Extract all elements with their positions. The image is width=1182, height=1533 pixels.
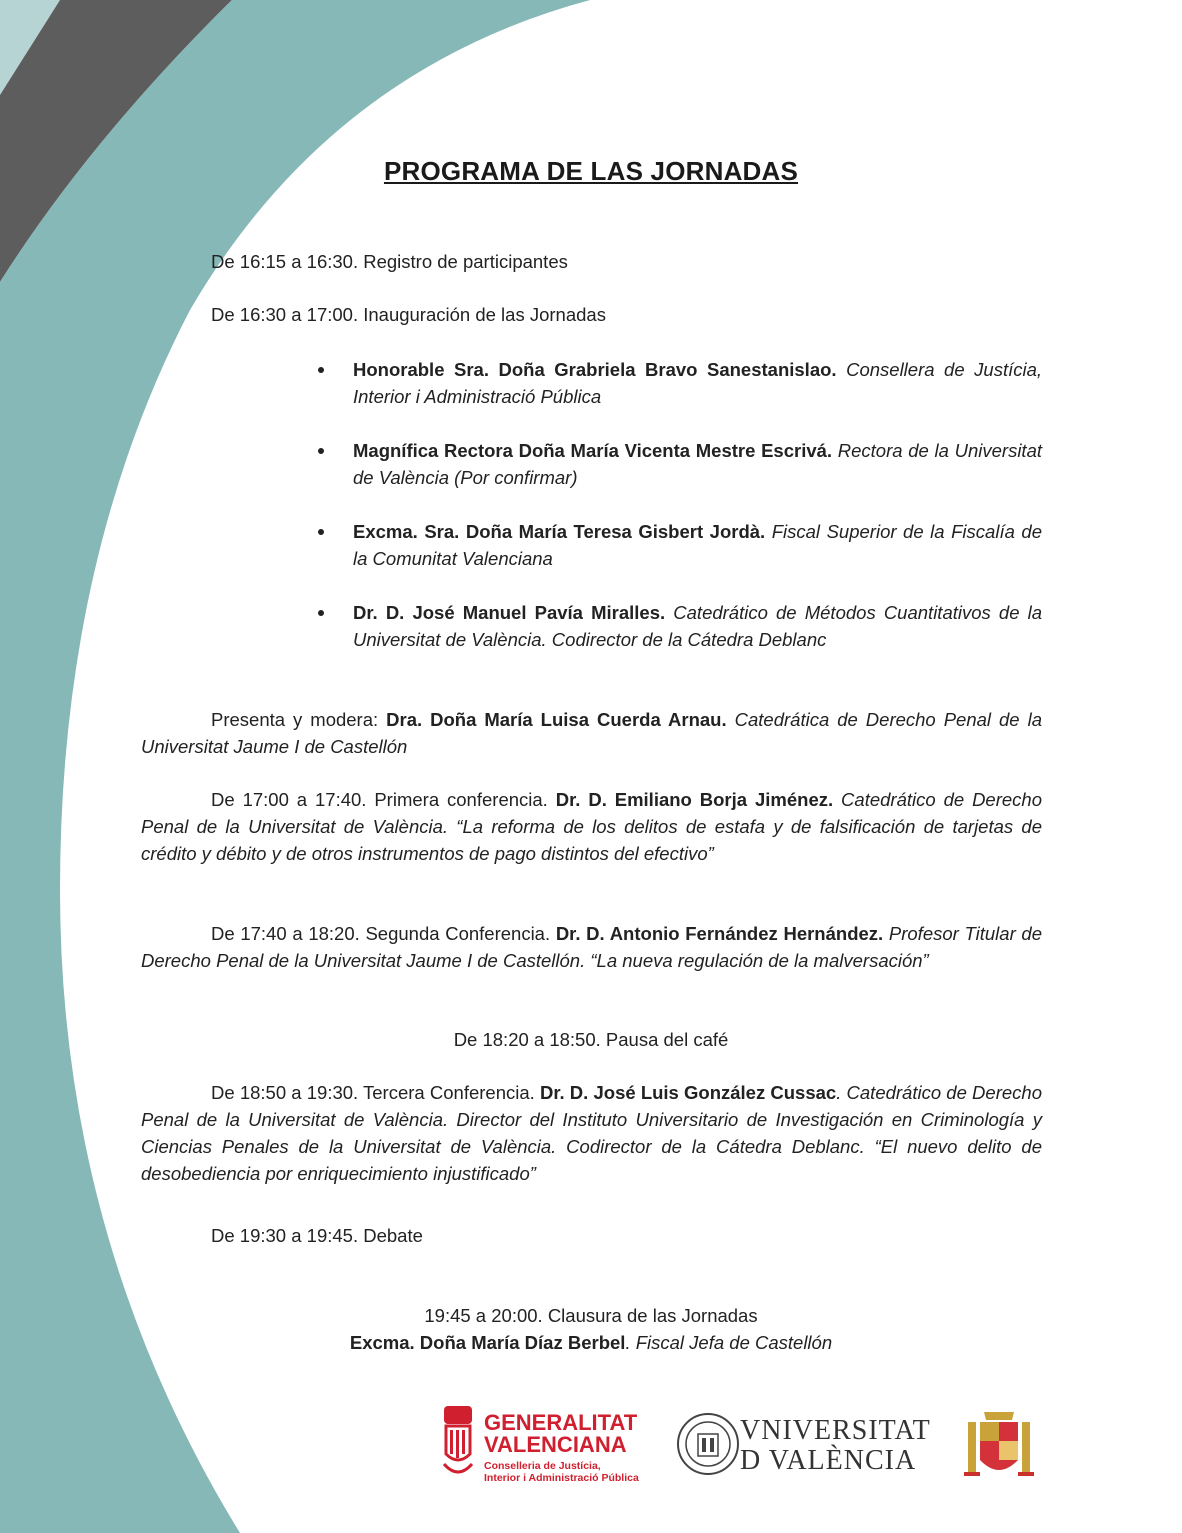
speaker-name: Magnífica Rectora Doña María Vicenta Mestre Escrivá. [353, 440, 833, 461]
spain-coat-of-arms-icon [962, 1408, 1036, 1484]
closing-time: 19:45 a 20:00. Clausura de las Jornadas [424, 1305, 758, 1326]
conference-3 [141, 1079, 1042, 1187]
gv-sub-2: Interior i Administració Pública [484, 1472, 639, 1484]
university-logo-text [740, 1416, 931, 1476]
conference-1 [141, 786, 1042, 867]
generalitat-logo-text [484, 1412, 637, 1456]
closing-name: Excma. Doña María Díaz Berbel [349, 1332, 626, 1353]
moderator-name: Dra. Doña María Luisa Cuerda Arnau. [386, 709, 727, 730]
conf2-time: De 17:40 a 18:20. Segunda Conferencia. [211, 923, 556, 944]
closing-speaker [0, 1329, 1182, 1356]
moderator-role: Catedrática de Derecho Penal de la Universitat Jaume I de Castellón [141, 709, 1042, 757]
moderator-prefix: Presenta y modera: [211, 709, 387, 730]
schedule-inauguracion: De 16:30 a 17:00. Inauguración de las Jornadas [211, 304, 606, 325]
conference-2 [141, 920, 1042, 974]
speaker-item [314, 356, 1042, 410]
schedule-registro: De 16:15 a 16:30. Registro de participantes [211, 251, 568, 272]
conf1-role: Catedrático de Derecho Penal de la Universitat de València. “La reforma de los delitos de estafa y de falsificación de tarjetas de crédito y débito y de otros instrumentos de pago distintos del efectivo” [141, 789, 1042, 864]
uv-line-2: D VALÈNCIA [740, 1445, 917, 1476]
page-title: PROGRAMA DE LAS JORNADAS [383, 156, 799, 186]
speaker-role: Rectora de la Universitat de València (Por confirmar) [353, 440, 1042, 488]
moderator-paragraph [141, 706, 1042, 760]
speaker-role: Fiscal Superior de la Fiscalía de la Comunitat Valenciana [353, 521, 1042, 569]
speaker-name: Honorable Sra. Doña Grabriela Bravo Sanestanislao. [353, 359, 837, 380]
conf2-role: Profesor Titular de Derecho Penal de la Universitat Jaume I de Castellón. “La nueva regulación de la malversación” [141, 923, 1043, 971]
conf3-time: De 18:50 a 19:30. Tercera Conferencia. [211, 1082, 540, 1103]
conf1-time: De 17:00 a 17:40. Primera conferencia. [211, 789, 556, 810]
gv-sub-1: Conselleria de Justícia, [484, 1460, 601, 1472]
speaker-name: Dr. D. José Manuel Pavía Miralles. [353, 602, 666, 623]
speaker-name: Excma. Sra. Doña María Teresa Gisbert Jordà. [353, 521, 766, 542]
gv-line-1: GENERALITAT [484, 1410, 638, 1435]
closing-role: . Fiscal Jefa de Castellón [625, 1332, 833, 1353]
speaker-item [314, 518, 1042, 572]
speaker-item [314, 599, 1042, 653]
conf2-speaker: Dr. D. Antonio Fernández Hernández. [555, 923, 884, 944]
coffee-break: De 18:20 a 18:50. Pausa del café [453, 1029, 729, 1050]
gv-line-2: VALENCIANA [484, 1432, 627, 1457]
uv-line-1: VNIVERSITAT [740, 1415, 931, 1446]
generalitat-logo-subtext [484, 1460, 639, 1484]
conf1-speaker: Dr. D. Emiliano Borja Jiménez. [555, 789, 834, 810]
speaker-role: Consellera de Justícia, Interior i Administració Pública [353, 359, 1043, 407]
speaker-item [314, 437, 1042, 491]
schedule-debate: De 19:30 a 19:45. Debate [211, 1225, 423, 1246]
university-seal-icon [676, 1412, 740, 1476]
generalitat-emblem-icon [440, 1404, 476, 1482]
conf3-speaker: Dr. D. José Luis González Cussac [539, 1082, 837, 1103]
speaker-role: Catedrático de Métodos Cuantitativos de la Universitat de València. Codirector de la Cátedra Deblanc [353, 602, 1043, 650]
logos-footer [440, 1400, 1060, 1495]
speaker-list [314, 356, 1042, 680]
conf3-role: . Catedrático de Derecho Penal de la Universitat de València. Director del Instituto Universitario de Investigación en Criminología y Ciencias Penales de la Universitat de València. Codirector de la Cátedra Deblanc. “El nuevo delito de desobediencia por enriquecimiento injustificado” [141, 1082, 1042, 1184]
